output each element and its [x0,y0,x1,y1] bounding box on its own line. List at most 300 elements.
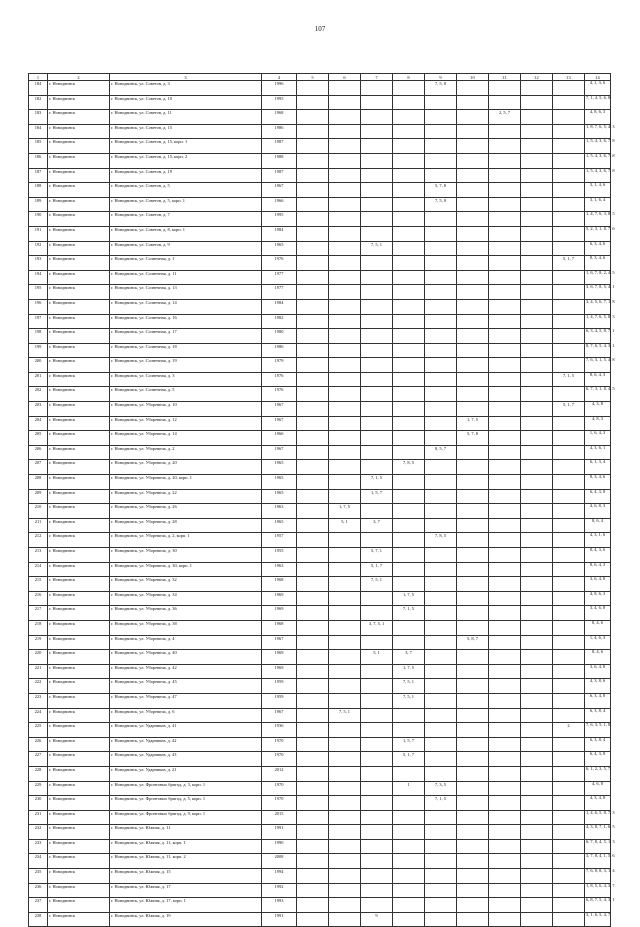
cell-col-9 [425,577,457,592]
cell-col-13 [553,869,585,884]
cell-row-number: 186 [29,153,48,168]
cell-settlement: г. Новодвинск [48,314,110,329]
cell-col-14: 1, 8, 5, 6, 4, 3, 7 [585,883,611,898]
cell-col-12 [521,766,553,781]
cell-col-11 [489,285,521,300]
cell-col-10 [457,854,489,869]
cell-build-year: 1959 [262,679,297,694]
cell-row-number: 228 [29,766,48,781]
table-row [29,183,611,198]
cell-address: г. Новодвинск, ул. Солнечная, д. 14 [110,299,262,314]
cell-settlement: г. Новодвинск [48,810,110,825]
cell-col-9 [425,387,457,402]
cell-address: г. Новодвинск, ул. Южная, д. 15 [110,869,262,884]
cell-col-11 [489,577,521,592]
cell-col-6 [329,226,361,241]
cell-col-7 [361,285,393,300]
cell-build-year: 1965 [262,460,297,475]
cell-settlement: г. Новодвинск [48,183,110,198]
cell-build-year: 1976 [262,387,297,402]
cell-col-14: 4, 8, 3 [585,416,611,431]
cell-col-9 [425,591,457,606]
cell-col-11 [489,329,521,344]
cell-col-14: 1, 5, 4, 3, 6, 7, 8 [585,139,611,154]
cell-col-13 [553,650,585,665]
cell-col-12 [521,606,553,621]
table-row [29,212,611,227]
cell-settlement: г. Новодвинск [48,343,110,358]
cell-row-number: 205 [29,431,48,446]
cell-col-10 [457,475,489,490]
cell-col-12 [521,299,553,314]
cell-col-10 [457,869,489,884]
cell-col-14: 3, 7, 8, 4, 1, 5, 6 [585,854,611,869]
cell-address: г. Новодвинск, ул. Советов, д. 5, корп. 1 [110,197,262,212]
table-row [29,650,611,665]
cell-col-5 [297,591,329,606]
cell-col-8 [393,226,425,241]
cell-row-number: 189 [29,197,48,212]
cell-col-10 [457,372,489,387]
cell-col-7 [361,752,393,767]
cell-col-6 [329,212,361,227]
cell-col-8 [393,372,425,387]
cell-row-number: 219 [29,635,48,650]
cell-col-11 [489,256,521,271]
table-row [29,270,611,285]
cell-col-14: 1, 4, 6, 3 [585,635,611,650]
cell-col-6 [329,256,361,271]
cell-col-6 [329,898,361,913]
cell-col-14: 7, 6, 3, 5, 1, 8 [585,723,611,738]
cell-col-8 [393,168,425,183]
cell-col-9 [425,139,457,154]
cell-col-14: 3, 6, 4, 8 [585,577,611,592]
cell-col-11 [489,431,521,446]
cell-col-5 [297,95,329,110]
cell-col-6 [329,679,361,694]
cell-settlement: г. Новодвинск [48,270,110,285]
cell-col-13 [553,314,585,329]
cell-col-13 [553,679,585,694]
cell-col-14: 4, 8, 6, 3 [585,591,611,606]
cell-build-year: 1984 [262,226,297,241]
cell-row-number: 182 [29,95,48,110]
cell-col-13 [553,883,585,898]
cell-col-14: 3, 4, 5, 6, 7, 1, 8 [585,299,611,314]
cell-col-5 [297,708,329,723]
cell-build-year: 2012 [262,766,297,781]
cell-col-12 [521,139,553,154]
cell-col-7: 5, 1, 7 [361,562,393,577]
cell-col-8 [393,475,425,490]
cell-col-13 [553,810,585,825]
cell-col-8 [393,533,425,548]
cell-col-13 [553,606,585,621]
cell-col-12 [521,285,553,300]
cell-col-10 [457,402,489,417]
table-row [29,796,611,811]
cell-settlement: г. Новодвинск [48,796,110,811]
cell-col-8 [393,635,425,650]
cell-col-10 [457,153,489,168]
cell-row-number: 193 [29,256,48,271]
cell-col-11 [489,445,521,460]
cell-col-11 [489,460,521,475]
cell-col-13 [553,81,585,96]
cell-col-14: 6, 3, 8, 4 [585,737,611,752]
cell-col-5 [297,256,329,271]
cell-col-7 [361,314,393,329]
table-row [29,591,611,606]
cell-build-year: 1965 [262,475,297,490]
cell-col-14: 4, 1, 3, 6 [585,81,611,96]
cell-address: г. Новодвинск, ул. Советов, д. 3 [110,81,262,96]
cell-build-year: 1959 [262,693,297,708]
cell-settlement: г. Новодвинск [48,708,110,723]
cell-col-5 [297,460,329,475]
cell-col-13: 7, 1, 5 [553,372,585,387]
cell-col-12 [521,723,553,738]
cell-row-number: 235 [29,869,48,884]
cell-col-10 [457,81,489,96]
cell-col-5 [297,489,329,504]
cell-build-year: 1990 [262,839,297,854]
cell-build-year: 1968 [262,620,297,635]
cell-col-8 [393,343,425,358]
cell-address: г. Новодвинск, ул. Уборевича, д. 45 [110,679,262,694]
cell-row-number: 216 [29,591,48,606]
cell-col-6 [329,606,361,621]
cell-col-8: 3, 7 [393,650,425,665]
cell-col-12 [521,679,553,694]
cell-col-10 [457,737,489,752]
cell-col-9 [425,475,457,490]
cell-row-number: 200 [29,358,48,373]
cell-col-13 [553,825,585,840]
cell-col-11 [489,737,521,752]
cell-col-5 [297,329,329,344]
cell-col-14: 8, 4, 6 [585,620,611,635]
cell-col-12 [521,387,553,402]
cell-col-12 [521,168,553,183]
cell-col-11 [489,650,521,665]
cell-col-6 [329,869,361,884]
column-header-2: 2 [48,74,110,81]
cell-row-number: 232 [29,825,48,840]
cell-settlement: г. Новодвинск [48,139,110,154]
cell-settlement: г. Новодвинск [48,766,110,781]
cell-col-11 [489,139,521,154]
cell-col-13 [553,912,585,927]
cell-col-5 [297,285,329,300]
cell-build-year: 1988 [262,153,297,168]
cell-col-6 [329,343,361,358]
cell-col-13 [553,577,585,592]
cell-row-number: 201 [29,372,48,387]
cell-col-12 [521,650,553,665]
cell-col-13 [553,460,585,475]
cell-row-number: 224 [29,708,48,723]
cell-settlement: г. Новодвинск [48,577,110,592]
cell-col-12 [521,358,553,373]
cell-row-number: 207 [29,460,48,475]
cell-col-7: 1, 5, 7 [361,489,393,504]
cell-col-7 [361,183,393,198]
cell-col-9 [425,358,457,373]
cell-col-11 [489,358,521,373]
cell-col-5 [297,139,329,154]
cell-settlement: г. Новодвинск [48,372,110,387]
cell-col-7 [361,197,393,212]
cell-col-8 [393,898,425,913]
cell-address: г. Новодвинск, ул. Уборевича, д. 47 [110,693,262,708]
cell-col-7: 3, 7, 5, 1 [361,620,393,635]
cell-row-number: 196 [29,299,48,314]
cell-col-11 [489,869,521,884]
cell-col-13 [553,416,585,431]
cell-row-number: 211 [29,518,48,533]
cell-col-13 [553,533,585,548]
cell-col-10 [457,752,489,767]
cell-col-11 [489,548,521,563]
cell-col-9 [425,270,457,285]
cell-col-10 [457,256,489,271]
cell-address: г. Новодвинск, ул. Солнечная, д. 5 [110,387,262,402]
cell-col-7: 5, 1 [361,650,393,665]
cell-col-6 [329,664,361,679]
cell-col-6 [329,562,361,577]
cell-col-11 [489,796,521,811]
cell-col-8 [393,912,425,927]
cell-address: г. Новодвинск, ул. Солнечная, д. 18 [110,343,262,358]
cell-col-9 [425,95,457,110]
cell-col-9 [425,635,457,650]
cell-col-13 [553,285,585,300]
cell-settlement: г. Новодвинск [48,416,110,431]
cell-col-7 [361,329,393,344]
table-row [29,139,611,154]
cell-col-6 [329,737,361,752]
cell-col-6 [329,197,361,212]
cell-col-12 [521,635,553,650]
cell-col-8 [393,708,425,723]
cell-settlement: г. Новодвинск [48,548,110,563]
cell-col-11 [489,591,521,606]
cell-col-9 [425,723,457,738]
cell-col-10 [457,270,489,285]
cell-col-8 [393,139,425,154]
cell-col-14: 3, 4, 6, 8 [585,606,611,621]
cell-settlement: г. Новодвинск [48,591,110,606]
cell-col-10 [457,504,489,519]
cell-row-number: 231 [29,810,48,825]
cell-col-6 [329,329,361,344]
cell-settlement: г. Новодвинск [48,752,110,767]
table-row [29,372,611,387]
cell-col-11 [489,81,521,96]
cell-col-5 [297,825,329,840]
cell-col-7 [361,110,393,125]
cell-settlement: г. Новодвинск [48,664,110,679]
cell-row-number: 195 [29,285,48,300]
cell-row-number: 217 [29,606,48,621]
cell-col-5 [297,299,329,314]
cell-col-12 [521,270,553,285]
cell-row-number: 202 [29,387,48,402]
cell-build-year: 1969 [262,606,297,621]
cell-address: г. Новодвинск, ул. Уборевича, д. 38 [110,620,262,635]
cell-col-13 [553,431,585,446]
cell-col-7 [361,679,393,694]
cell-col-11 [489,124,521,139]
cell-col-5 [297,723,329,738]
cell-col-9 [425,518,457,533]
cell-build-year: 1977 [262,270,297,285]
cell-col-5 [297,504,329,519]
cell-col-9 [425,226,457,241]
cell-settlement: г. Новодвинск [48,212,110,227]
cell-col-11 [489,825,521,840]
cell-col-5 [297,810,329,825]
cell-col-7 [361,723,393,738]
cell-col-12 [521,124,553,139]
cell-col-7: 5, 7, 1 [361,548,393,563]
cell-col-13 [553,693,585,708]
cell-col-10 [457,489,489,504]
cell-col-11 [489,606,521,621]
cell-address: г. Новодвинск, ул. Южная, д. 11 [110,825,262,840]
cell-settlement: г. Новодвинск [48,358,110,373]
cell-col-7: 9 [361,912,393,927]
cell-col-13 [553,299,585,314]
cell-address: г. Новодвинск, ул. Уборевича, д. 10 [110,402,262,417]
cell-col-14: 3, 1, 6, 4 [585,197,611,212]
cell-col-13 [553,241,585,256]
cell-col-12 [521,95,553,110]
table-row [29,445,611,460]
cell-col-12 [521,475,553,490]
cell-col-11 [489,781,521,796]
cell-address: г. Новодвинск, ул. Уборевича, д. 34 [110,591,262,606]
cell-settlement: г. Новодвинск [48,256,110,271]
cell-col-14: 6, 4, 3, 8 [585,752,611,767]
cell-row-number: 213 [29,548,48,563]
cell-row-number: 209 [29,489,48,504]
cell-col-8: 1, 7, 5 [393,591,425,606]
table-row [29,81,611,96]
cell-col-11 [489,387,521,402]
table-row [29,606,611,621]
cell-address: г. Новодвинск, ул. Южная, д. 17, корп. 1 [110,898,262,913]
cell-col-6 [329,139,361,154]
cell-col-12 [521,781,553,796]
column-header-7: 7 [361,74,393,81]
cell-col-5 [297,343,329,358]
cell-col-6 [329,387,361,402]
cell-col-9 [425,810,457,825]
cell-col-7 [361,796,393,811]
cell-col-5 [297,416,329,431]
cell-address: г. Новодвинск, ул. Советов, д. 15 [110,124,262,139]
cell-address: г. Новодвинск, ул. Советов, д. 10 [110,95,262,110]
cell-col-12 [521,372,553,387]
cell-address: г. Новодвинск, ул. Солнечная, д. 11 [110,270,262,285]
cell-build-year: 1993 [262,898,297,913]
cell-col-5 [297,183,329,198]
cell-col-5 [297,898,329,913]
cell-col-10 [457,183,489,198]
cell-build-year: 1992 [262,883,297,898]
cell-address: г. Новодвинск, ул. Уборевича, д. 6 [110,708,262,723]
table-row [29,635,611,650]
cell-col-10 [457,912,489,927]
cell-col-11 [489,679,521,694]
cell-col-8 [393,270,425,285]
cell-col-7 [361,664,393,679]
cell-col-5 [297,606,329,621]
cell-address: г. Новодвинск, ул. Ударников, д. 42 [110,737,262,752]
cell-col-6 [329,912,361,927]
cell-col-7: 7, 5, 1 [361,577,393,592]
cell-col-9 [425,752,457,767]
column-header-11: 11 [489,74,521,81]
cell-build-year: 1965 [262,241,297,256]
cell-settlement: г. Новодвинск [48,504,110,519]
cell-col-8: 7, 1, 5 [393,606,425,621]
cell-col-10 [457,708,489,723]
cell-col-13 [553,95,585,110]
cell-col-11 [489,635,521,650]
cell-address: г. Новодвинск, ул. Фронтовых бригад, д. 5, корп. 1 [110,796,262,811]
cell-build-year: 1963 [262,504,297,519]
cell-col-8 [393,489,425,504]
cell-col-14: 7, 1, 4, 5, 6, 8 [585,95,611,110]
cell-col-12 [521,796,553,811]
cell-col-7 [361,416,393,431]
cell-col-5 [297,241,329,256]
cell-col-10: 5, 8, 7 [457,635,489,650]
cell-col-11 [489,270,521,285]
cell-col-12 [521,314,553,329]
cell-col-14: 8, 6, 4 [585,518,611,533]
cell-col-5 [297,212,329,227]
cell-col-9: 8, 5, 7 [425,445,457,460]
cell-col-8 [393,387,425,402]
cell-col-10 [457,562,489,577]
cell-col-12 [521,256,553,271]
cell-col-11 [489,912,521,927]
cell-col-12 [521,460,553,475]
cell-col-9 [425,839,457,854]
cell-col-12 [521,343,553,358]
table-body [29,80,615,927]
table-row [29,548,611,563]
cell-col-7: 7, 5, 1 [361,241,393,256]
cell-col-13 [553,548,585,563]
cell-col-6 [329,358,361,373]
cell-col-9 [425,825,457,840]
cell-col-5 [297,402,329,417]
cell-row-number: 194 [29,270,48,285]
cell-col-14: 5, 2, 3, 1, 8, 7, 6 [585,226,611,241]
cell-settlement: г. Новодвинск [48,475,110,490]
column-header-14: 14 [585,74,611,81]
cell-col-14: 6, 7, 3, 1, 8, 4, 5 [585,387,611,402]
column-header-1: 1 [29,74,48,81]
cell-col-9 [425,489,457,504]
table-row [29,387,611,402]
